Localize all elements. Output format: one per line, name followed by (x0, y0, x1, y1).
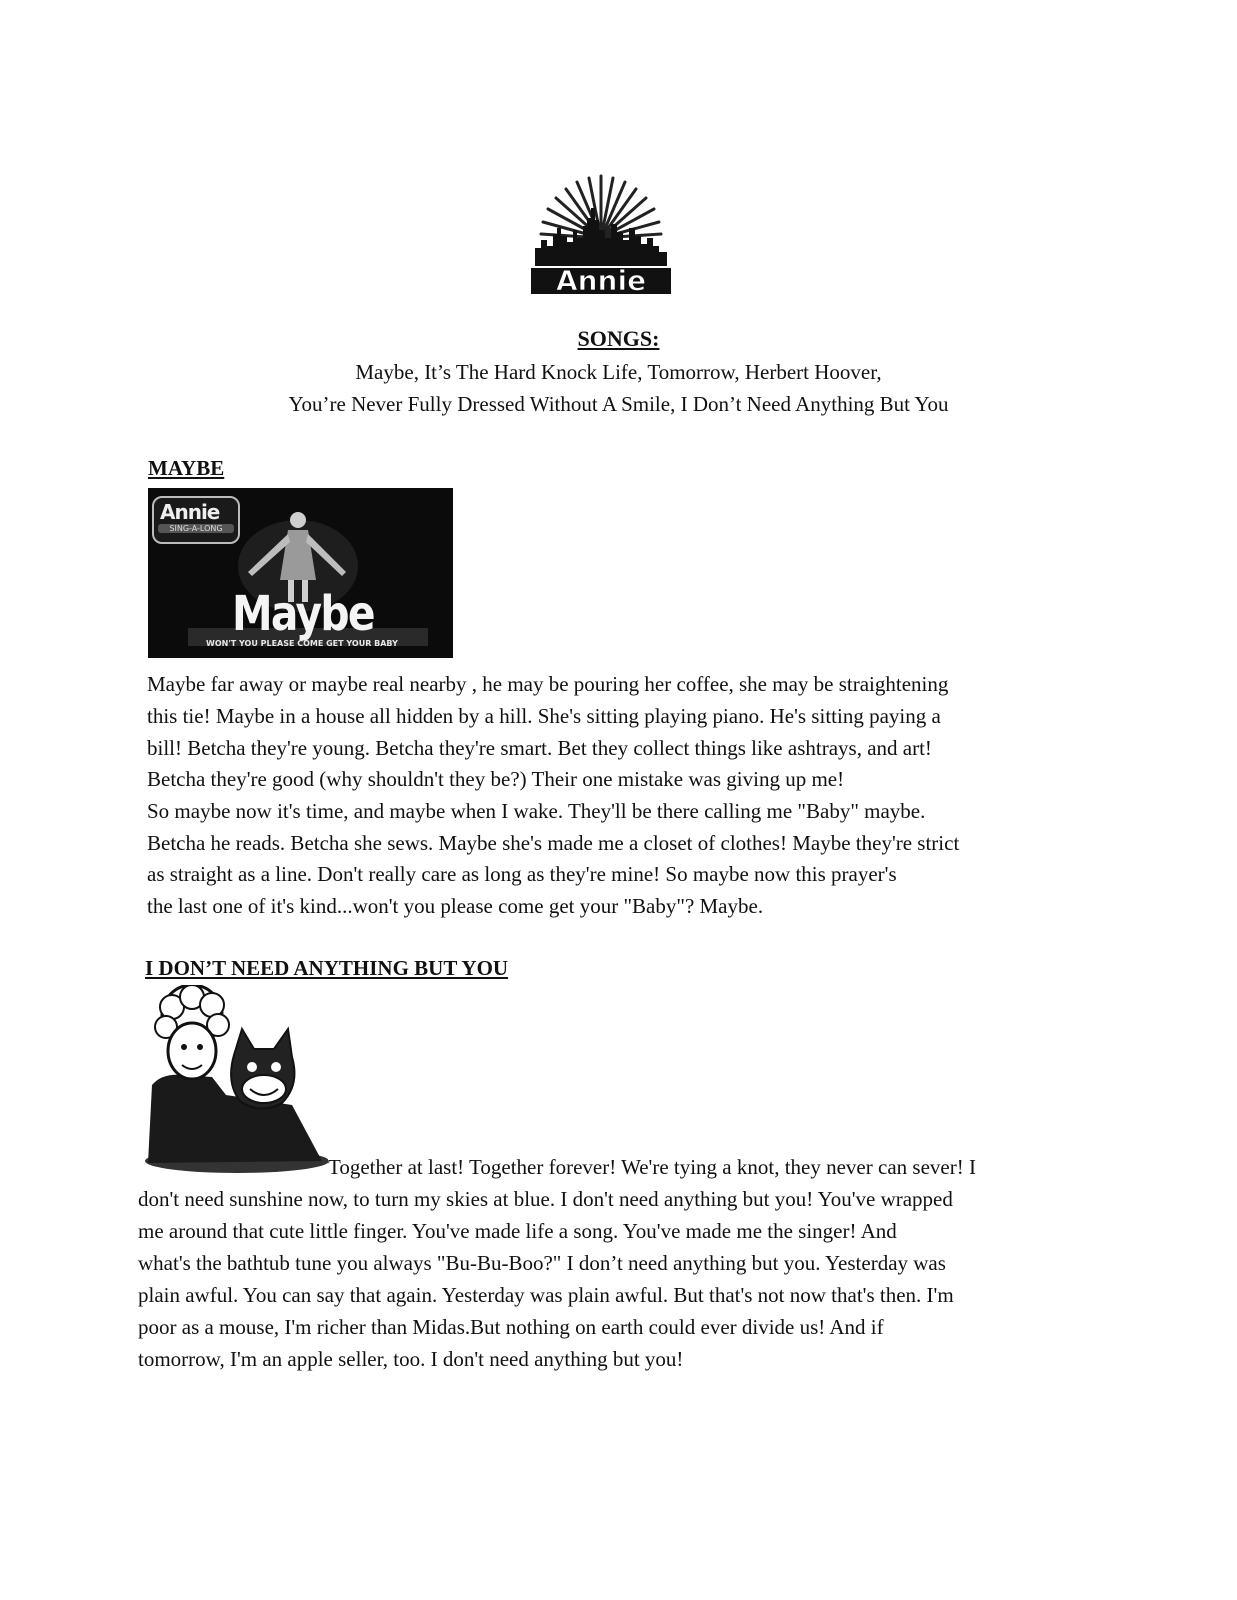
maybe-lyrics-line: Maybe far away or maybe real nearby , he may be pouring her coffee, she may be straightening (147, 672, 949, 696)
banner-annie-logo (152, 496, 240, 544)
songs-list-line-2: You’re Never Fully Dressed Without A Smile, I Don’t Need Anything But You (288, 392, 949, 416)
annie-logo (527, 168, 675, 300)
maybe-banner-image (148, 488, 453, 658)
annie-logo-text: Annie (555, 264, 647, 297)
banner-logo-subtitle: SING-A-LONG (158, 524, 234, 533)
songs-list-line-1: Maybe, It’s The Hard Knock Life, Tomorrow, Herbert Hoover, (355, 360, 882, 384)
idn-lyrics-line: poor as a mouse, I'm richer than Midas.But nothing on earth could ever divide us! And if (138, 1315, 884, 1339)
idn-lyrics-line: Together at last! Together forever! We're tying a knot, they never can sever! I (328, 1155, 976, 1179)
songs-title: SONGS: (577, 326, 660, 351)
idn-lyrics-line: what's the bathtub tune you always "Bu-Bu-Boo?" I don’t need anything but you. Yesterday was (138, 1251, 946, 1275)
idn-lyrics-line: tomorrow, I'm an apple seller, too. I don't need anything but you! (138, 1347, 684, 1371)
idn-heading: I DON’T NEED ANYTHING BUT YOU (145, 956, 509, 980)
maybe-lyrics-line: bill! Betcha they're young. Betcha they're smart. Bet they collect things like ashtrays, and art! (147, 736, 932, 760)
banner-logo-word: Annie (160, 500, 220, 524)
idn-lyrics-line: plain awful. You can say that again. Yesterday was plain awful. But that's not now that's then. I'm (138, 1283, 954, 1307)
idn-lyrics-line: me around that cute little finger. You've made life a song. You've made me the singer! And (138, 1219, 897, 1243)
maybe-lyrics-line: as straight as a line. Don't really care as long as they're mine! So maybe now this prayer's (147, 862, 897, 886)
maybe-heading: MAYBE (148, 456, 225, 480)
maybe-lyrics-line: So maybe now it's time, and maybe when I wake. They'll be there calling me "Baby" maybe. (147, 799, 926, 823)
idn-lyrics-line: don't need sunshine now, to turn my skies at blue. I don't need anything but you! You've wrapped (138, 1187, 953, 1211)
maybe-lyrics-line: Betcha they're good (why shouldn't they be?) Their one mistake was giving up me! (147, 767, 845, 791)
banner-tagline: WON'T YOU PLEASE COME GET YOUR BABY (206, 639, 398, 648)
maybe-lyrics-line: this tie! Maybe in a house all hidden by a hill. She's sitting playing piano. He's sitting paying a (147, 704, 941, 728)
banner-maybe-title: Maybe (232, 586, 374, 642)
maybe-lyrics-line: Betcha he reads. Betcha she sews. Maybe she's made me a closet of clothes! Maybe they're strict (147, 831, 960, 855)
maybe-lyrics-line: the last one of it's kind...won't you please come get your "Baby"? Maybe. (147, 894, 764, 918)
annie-sandy-cartoon (142, 985, 328, 1175)
